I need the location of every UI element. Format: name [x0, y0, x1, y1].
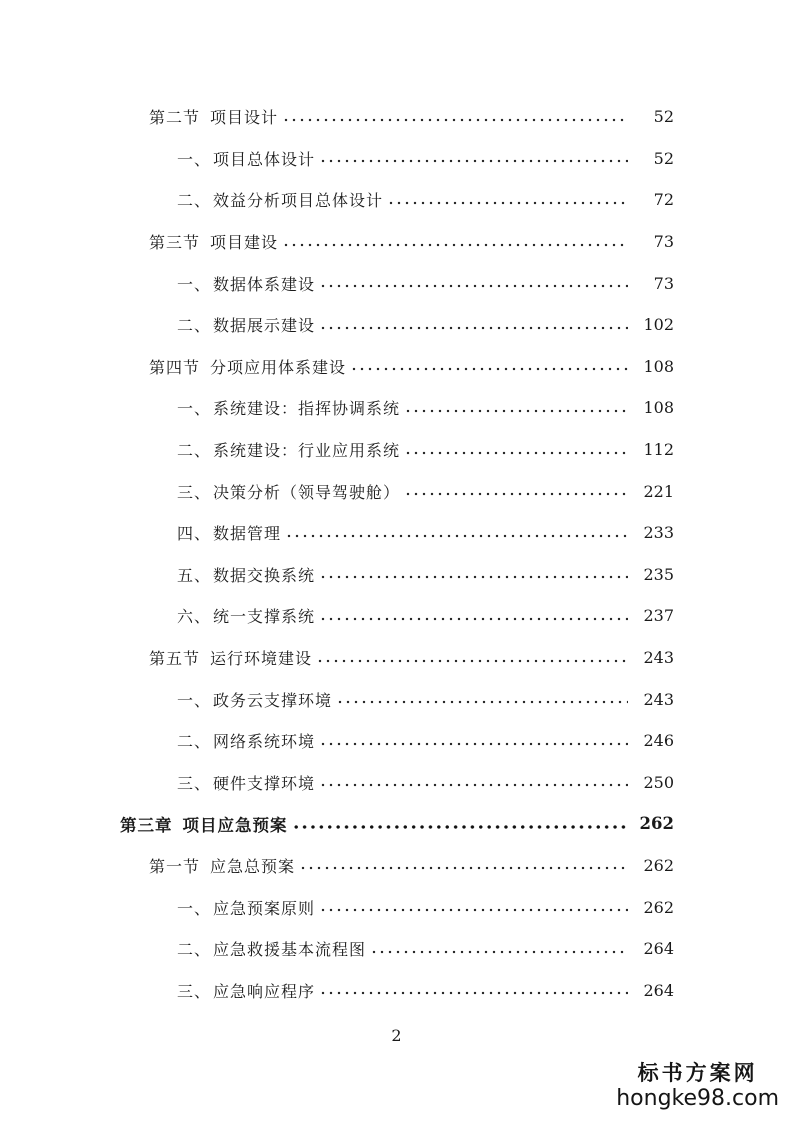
- toc-entry-title: 网络系统环境: [213, 732, 316, 752]
- toc-entry-page: 73: [653, 273, 674, 293]
- toc-entry-number: 第一节: [149, 856, 201, 876]
- toc-entry-page: 262: [639, 814, 674, 834]
- toc-entry-page: 235: [643, 564, 674, 584]
- toc-entry-page: 237: [643, 606, 674, 626]
- toc-entry-title: 数据管理: [213, 524, 282, 544]
- toc-entry[interactable]: [0, 720, 793, 762]
- dot-leader: [282, 237, 628, 253]
- toc-entry[interactable]: [0, 96, 793, 138]
- dot-leader: [387, 195, 628, 211]
- toc-entry-page: 264: [643, 939, 674, 959]
- toc-entry-page: 73: [653, 232, 674, 252]
- dot-leader: [319, 153, 628, 169]
- dot-leader: [350, 361, 628, 377]
- toc-entry-page: 264: [643, 980, 674, 1000]
- toc-entry-title: 决策分析（领导驾驶舱）: [213, 482, 401, 502]
- toc-entry[interactable]: [0, 845, 793, 887]
- toc-entry-page: 250: [643, 772, 674, 792]
- toc-entry-number: 第三节: [149, 233, 201, 253]
- dot-leader: [370, 944, 628, 960]
- toc-entry[interactable]: [0, 554, 793, 596]
- toc-entry-number: 第五节: [149, 649, 201, 669]
- toc-entry[interactable]: [0, 346, 793, 388]
- toc-entry-page: 246: [643, 731, 674, 751]
- page-number: 2: [391, 1026, 402, 1045]
- watermark-line1: 标书方案网: [637, 1060, 758, 1085]
- dot-leader: [282, 112, 628, 128]
- dot-leader: [404, 445, 628, 461]
- toc-entry[interactable]: [0, 886, 793, 928]
- toc-entry-title: 硬件支撑环境: [213, 773, 316, 793]
- toc-entry-title: 数据展示建设: [213, 316, 316, 336]
- toc-entry-number: 五、: [177, 565, 212, 585]
- toc-entry-chapter[interactable]: [0, 803, 793, 845]
- toc-entry-page: 72: [653, 190, 674, 210]
- toc-entry-number: 二、: [177, 940, 212, 960]
- toc-entry[interactable]: [0, 387, 793, 429]
- toc-entry[interactable]: [0, 762, 793, 804]
- dot-leader: [285, 528, 628, 544]
- dot-leader: [319, 569, 628, 585]
- toc-entry-number: 三、: [177, 981, 212, 1001]
- toc-entry-page: 262: [643, 855, 674, 875]
- dot-leader: [319, 985, 628, 1001]
- dot-leader: [319, 736, 628, 752]
- toc-entry-title: 效益分析项目总体设计: [213, 191, 384, 211]
- toc-entry-title: 应急预案原则: [213, 898, 316, 918]
- dot-leader: [299, 860, 628, 876]
- dot-leader: [319, 320, 628, 336]
- toc-entry[interactable]: [0, 138, 793, 180]
- toc-entry-page: 112: [643, 440, 674, 460]
- toc-entry-number: 二、: [177, 441, 212, 461]
- dot-leader: [292, 819, 629, 835]
- dot-leader: [336, 694, 628, 710]
- dot-leader: [404, 403, 628, 419]
- toc-entry-page: 102: [643, 315, 674, 335]
- toc-entry-page: 108: [643, 356, 674, 376]
- toc-entry-number: 一、: [177, 149, 212, 169]
- toc-entry[interactable]: [0, 221, 793, 263]
- toc-entry-page: 243: [643, 648, 674, 668]
- toc-entry-page: 108: [643, 398, 674, 418]
- toc-entry-number: 六、: [177, 607, 212, 627]
- toc-entry[interactable]: [0, 969, 793, 1011]
- toc-entry-page: 233: [643, 523, 674, 543]
- toc-entry-number: 二、: [177, 732, 212, 752]
- dot-leader: [319, 611, 628, 627]
- toc-entry-number: 二、: [177, 191, 212, 211]
- toc-entry-title: 项目设计: [210, 108, 279, 128]
- toc-entry[interactable]: [0, 179, 793, 221]
- toc-entry-number: 第三章: [120, 815, 173, 835]
- toc-entry[interactable]: [0, 304, 793, 346]
- toc-entry-page: 262: [643, 897, 674, 917]
- toc-entry[interactable]: [0, 429, 793, 471]
- toc-entry-number: 第四节: [149, 357, 201, 377]
- toc-entry-title: 应急响应程序: [213, 981, 316, 1001]
- toc-entry-title: 政务云支撑环境: [213, 690, 333, 710]
- toc-entry[interactable]: [0, 678, 793, 720]
- dot-leader: [316, 653, 628, 669]
- toc-entry-number: 三、: [177, 482, 212, 502]
- toc-entry-number: 一、: [177, 274, 212, 294]
- toc-entry-title: 应急救援基本流程图: [213, 940, 367, 960]
- toc-entry-title: 数据体系建设: [213, 274, 316, 294]
- toc-entry-title: 数据交换系统: [213, 565, 316, 585]
- dot-leader: [319, 278, 628, 294]
- toc-entry-number: 第二节: [149, 108, 201, 128]
- toc-entry-title: 系统建设：行业应用系统: [213, 441, 401, 461]
- toc-entry[interactable]: [0, 512, 793, 554]
- toc-entry-page: 52: [653, 148, 674, 168]
- table-of-contents: [0, 96, 793, 1011]
- dot-leader: [404, 486, 628, 502]
- toc-entry-title: 项目应急预案: [182, 815, 288, 835]
- toc-entry[interactable]: [0, 928, 793, 970]
- toc-entry[interactable]: [0, 595, 793, 637]
- toc-entry[interactable]: [0, 470, 793, 512]
- toc-entry-title: 系统建设：指挥协调系统: [213, 399, 401, 419]
- toc-entry-page: 221: [643, 481, 674, 501]
- toc-entry-page: 243: [643, 689, 674, 709]
- watermark-line2: hongke98.com: [616, 1086, 779, 1111]
- watermark-logo: [616, 1060, 779, 1112]
- toc-entry[interactable]: [0, 637, 793, 679]
- toc-entry-number: 四、: [177, 524, 212, 544]
- toc-entry[interactable]: [0, 262, 793, 304]
- dot-leader: [319, 902, 628, 918]
- toc-entry-title: 应急总预案: [210, 856, 296, 876]
- toc-entry-number: 一、: [177, 399, 212, 419]
- toc-entry-number: 二、: [177, 316, 212, 336]
- toc-entry-title: 运行环境建设: [210, 649, 313, 669]
- toc-entry-number: 一、: [177, 898, 212, 918]
- toc-entry-title: 项目总体设计: [213, 149, 316, 169]
- toc-entry-title: 项目建设: [210, 233, 279, 253]
- toc-entry-title: 分项应用体系建设: [210, 357, 347, 377]
- toc-entry-number: 三、: [177, 773, 212, 793]
- toc-entry-number: 一、: [177, 690, 212, 710]
- toc-entry-title: 统一支撑系统: [213, 607, 316, 627]
- dot-leader: [319, 777, 628, 793]
- toc-entry-page: 52: [653, 107, 674, 127]
